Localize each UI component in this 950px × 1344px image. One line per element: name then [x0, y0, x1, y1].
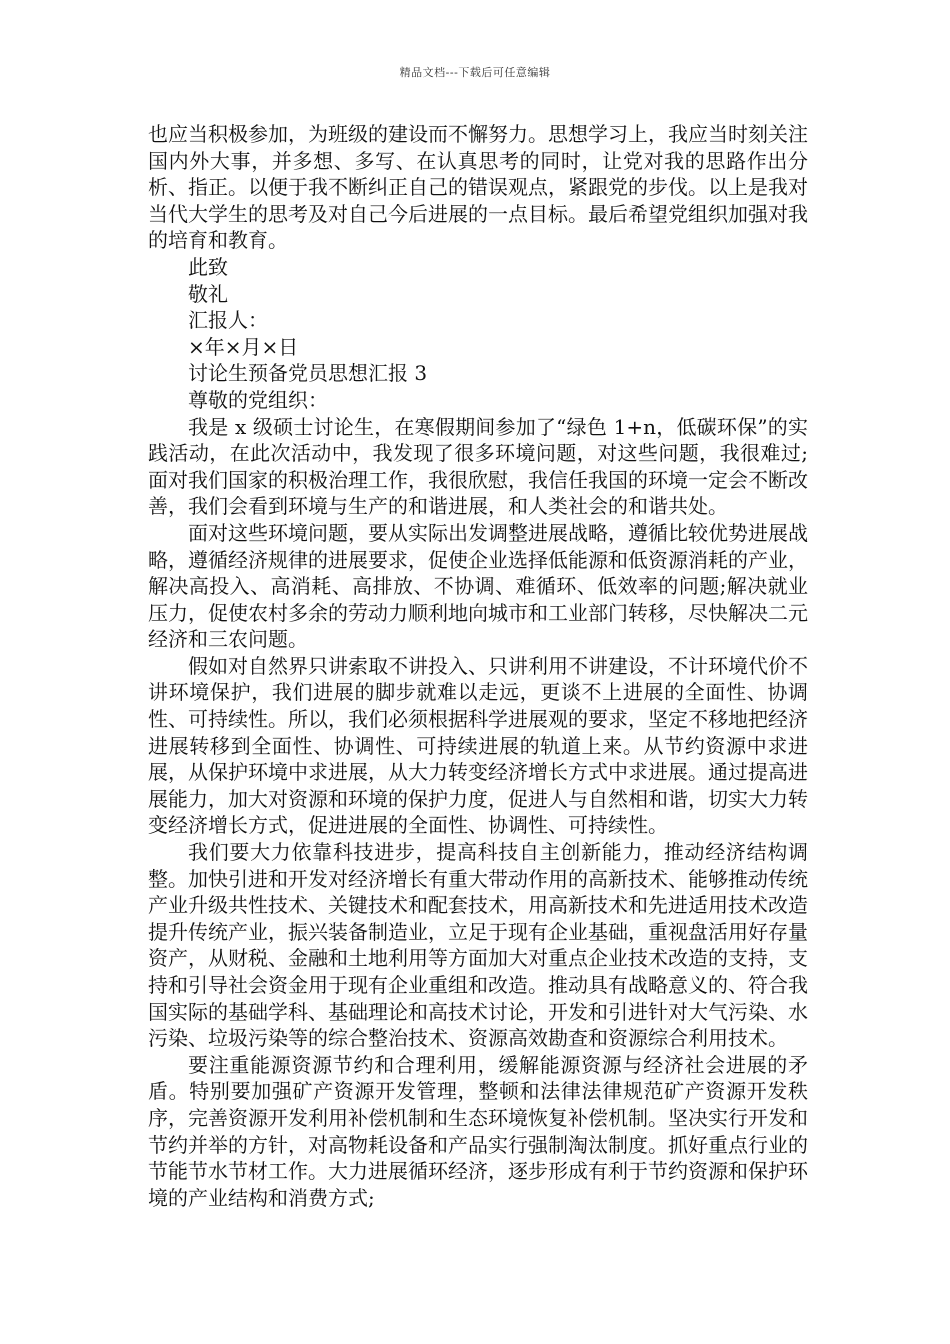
page-header: 精品文档---下载后可任意编辑	[399, 66, 551, 79]
closing-jingli: 敬礼	[188, 281, 228, 306]
report-date: ×年×月×日	[188, 334, 299, 359]
document-body	[148, 121, 808, 1211]
paragraph-technology: 我们要大力依靠科技进步，提高科技自主创新能力，推动经济结构调整。加快引进和开发对经济增长有重大带动作用的高新技术、能够推动传统产业升级共性技术、关键技术和配套技术，用高新技术和先进适用技术改造提升传统产业，振兴装备制造业，立足于现有企业基础，重视盘活用好存量资产，从财税、金融和土地利用等方面加大对重点企业技术改造的支持，支持和引导社会资金用于现有企业重组和改造。推动具有战略意义的、符合我国实际的基础学科、基础理论和高技术讨论，开发和引进针对大气污染、水污染、垃圾污染等的综合整治技术、资源高效勘查和资源综合利用技术。	[148, 840, 808, 1051]
reporter-label: 汇报人：	[188, 308, 268, 333]
report-title: 讨论生预备党员思想汇报 3	[188, 361, 428, 386]
salutation: 尊敬的党组织：	[188, 387, 328, 412]
paragraph-resources: 要注重能源资源节约和合理利用，缓解能源资源与经济社会进展的矛盾。特别要加强矿产资源开发管理，整顿和法律法律规范矿产资源开发秩序，完善资源开发利用补偿机制和生态环境恢复补偿机制。坚决实行开发和节约并举的方针，对高物耗设备和产品实行强制淘汰制度。抓好重点行业的节能节水节材工作。大力进展循环经济，逐步形成有利于节约资源和保护环境的产业结构和消费方式;	[148, 1052, 808, 1210]
paragraph-strategy: 面对这些环境问题，要从实际出发调整进展战略，遵循比较优势进展战略，遵循经济规律的进展要求，促使企业选择低能源和低资源消耗的产业，解决高投入、高消耗、高排放、不协调、难循环、低效率的问题;解决就业压力，促使农村多余的劳动力顺利地向城市和工业部门转移，尽快解决二元经济和三农问题。	[148, 520, 808, 652]
paragraph-continued: 也应当积极参加，为班级的建设而不懈努力。思想学习上，我应当时刻关注国内外大事，并多想、多写、在认真思考的同时，让党对我的思路作出分析、指正。以便于我不断纠正自己的错误观点，紧跟党的步伐。以上是我对当代大学生的思考及对自己今后进展的一点目标。最后希望党组织加强对我的培育和教育。	[148, 122, 808, 253]
paragraph-intro: 我是 x 级硕士讨论生，在寒假期间参加了“绿色 1+n，低碳环保”的实践活动，在此次活动中，我发现了很多环境问题，对这些问题，我很难过;面对我们国家的积极治理工作，我很欣慰，我信任我国的环境一定会不断改善，我们会看到环境与生产的和谐进展，和人类社会的和谐共处。	[148, 414, 808, 519]
paragraph-environment: 假如对自然界只讲索取不讲投入、只讲利用不讲建设，不计环境代价不讲环境保护，我们进展的脚步就难以走远，更谈不上进展的全面性、协调性、可持续性。所以，我们必须根据科学进展观的要求，坚定不移地把经济进展转移到全面性、协调性、可持续进展的轨道上来。从节约资源中求进展，从保护环境中求进展，从大力转变经济增长方式中求进展。通过提高进展能力，加大对资源和环境的保护力度，促进人与自然相和谐，切实大力转变经济增长方式，促进进展的全面性、协调性、可持续性。	[148, 653, 808, 838]
closing-cizhi: 此致	[188, 254, 228, 279]
